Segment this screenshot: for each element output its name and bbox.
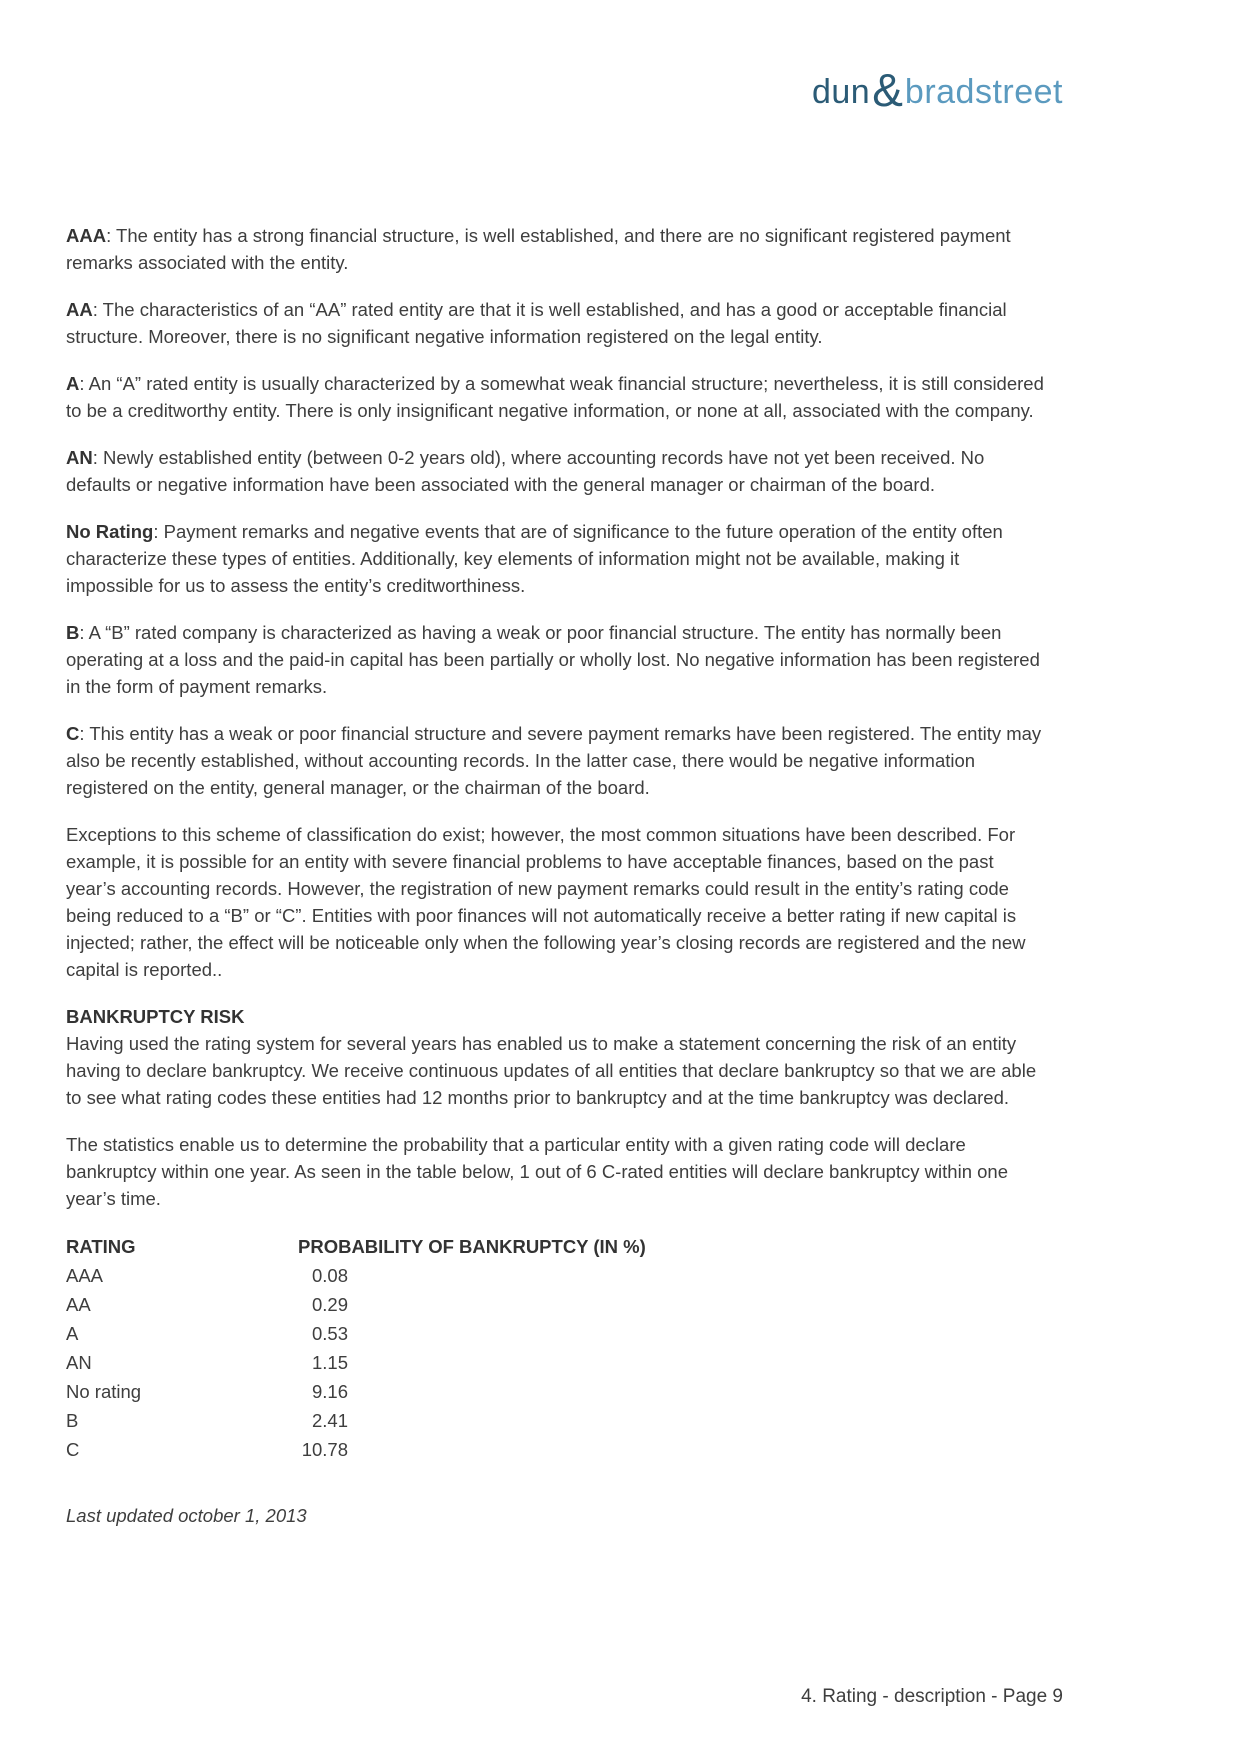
rating-cell: AN bbox=[66, 1352, 92, 1373]
rating-term-a: A bbox=[66, 373, 80, 394]
rating-definition-aa bbox=[66, 296, 1044, 350]
rating-term-an: AN bbox=[66, 447, 93, 468]
rating-term-c: C bbox=[66, 723, 80, 744]
logo-text-bradstreet: bradstreet bbox=[904, 73, 1063, 111]
bankruptcy-paragraph-2: The statistics enable us to determine the probability that a particular entity with a given rating code will declare bankruptcy within one year. As seen in the table below, 1 out of 6 C-rated entities will declare bankruptcy within one year’s time. bbox=[66, 1134, 1008, 1209]
bankruptcy-probability-table bbox=[66, 1232, 646, 1464]
rating-cell: AAA bbox=[66, 1265, 104, 1286]
probability-cell bbox=[298, 1319, 646, 1348]
dun-bradstreet-logo bbox=[811, 64, 1063, 116]
table-header-probability: PROBABILITY OF BANKRUPTCY (IN %) bbox=[298, 1236, 646, 1257]
rating-cell: B bbox=[66, 1410, 79, 1431]
rating-cell: AA bbox=[66, 1294, 91, 1315]
probability-value: 1.15 bbox=[311, 1352, 348, 1373]
probability-cell bbox=[298, 1290, 646, 1319]
probability-cell bbox=[298, 1261, 646, 1290]
table-row bbox=[66, 1406, 646, 1435]
probability-cell bbox=[298, 1348, 646, 1377]
rating-text-aaa: : The entity has a strong financial structure, is well established, and there are no significant registered payment remarks associated with the entity. bbox=[66, 225, 1011, 273]
table-row bbox=[66, 1261, 646, 1290]
logo-text-dun: dun bbox=[811, 73, 871, 111]
probability-cell bbox=[298, 1435, 646, 1464]
table-row bbox=[66, 1377, 646, 1406]
table-row bbox=[66, 1290, 646, 1319]
table-row bbox=[66, 1435, 646, 1464]
rating-term-no-rating: No Rating bbox=[66, 521, 154, 542]
probability-value: 2.41 bbox=[311, 1410, 348, 1431]
probability-value: 10.78 bbox=[301, 1439, 348, 1460]
probability-cell bbox=[298, 1406, 646, 1435]
footer-text: 4. Rating - description - Page 9 bbox=[801, 1686, 1063, 1707]
probability-value: 0.29 bbox=[311, 1294, 348, 1315]
rating-text-c: : This entity has a weak or poor financial structure and severe payment remarks have been registered. The entity may also be recently established, without accounting records. In the latter case, there would be negative information registered on the entity, general manager, or the chairman of the board. bbox=[66, 723, 1042, 798]
exceptions-text: Exceptions to this scheme of classification do exist; however, the most common situations have been described. For example, it is possible for an entity with severe financial problems to have acceptable finances, based on the past year’s accounting records. However, the registration of new payment remarks could result in the entity’s rating code being reduced to a “B” or “C”. Entities with poor finances will not automatically receive a better rating if new capital is injected; rather, the effect will be noticeable only when the following year’s closing records are registered and the new capital is reported.. bbox=[66, 824, 1026, 980]
table-row bbox=[66, 1319, 646, 1348]
logo-ampersand: & bbox=[872, 64, 903, 116]
rating-cell: C bbox=[66, 1439, 80, 1460]
probability-value: 0.53 bbox=[311, 1323, 348, 1344]
rating-text-no-rating: : Payment remarks and negative events that are of significance to the future operation of the entity often characterize these types of entities. Additionally, key elements of information might not be available, making it impossible for us to assess the entity’s creditworthiness. bbox=[66, 521, 1003, 596]
rating-text-aa: : The characteristics of an “AA” rated entity are that it is well established, and has a good or acceptable financial structure. Moreover, there is no significant negative information registered on the legal entity. bbox=[66, 299, 1007, 347]
rating-definition-an bbox=[66, 444, 1044, 498]
rating-cell: No rating bbox=[66, 1381, 142, 1402]
rating-text-an: : Newly established entity (between 0-2 years old), where accounting records have not yet been received. No defaults or negative information have been associated with the general manager or chairman of the board. bbox=[66, 447, 985, 495]
rating-term-aaa: AAA bbox=[66, 225, 107, 246]
table-header-row bbox=[66, 1232, 646, 1261]
rating-term-b: B bbox=[66, 622, 80, 643]
exceptions-paragraph bbox=[66, 821, 1044, 983]
probability-value: 0.08 bbox=[311, 1265, 348, 1286]
rating-definition-a bbox=[66, 370, 1044, 424]
rating-text-a: : An “A” rated entity is usually characterized by a somewhat weak financial structure; nevertheless, it is still considered to be a creditworthy entity. There is only insignificant negative information, or none at all, associated with the company. bbox=[66, 373, 1044, 421]
table-row bbox=[66, 1348, 646, 1377]
bankruptcy-paragraph-1: Having used the rating system for several years has enabled us to make a statement concerning the risk of an entity having to declare bankruptcy. We receive continuous updates of all entities that declare bankruptcy so that we are able to see what rating codes these entities had 12 months prior to bankruptcy and at the time bankruptcy was declared. bbox=[66, 1033, 1037, 1108]
rating-text-b: : A “B” rated company is characterized as having a weak or poor financial structure. The entity has normally been operating at a loss and the paid-in capital has been partially or wholly lost. No negative information has been registered in the form of payment remarks. bbox=[66, 622, 1040, 697]
probability-value: 9.16 bbox=[311, 1381, 348, 1402]
table-header-rating: RATING bbox=[66, 1236, 136, 1257]
bankruptcy-risk-heading: BANKRUPTCY RISK bbox=[66, 1006, 245, 1027]
document-body bbox=[66, 222, 1044, 1529]
rating-cell: A bbox=[66, 1323, 79, 1344]
rating-term-aa: AA bbox=[66, 299, 93, 320]
probability-cell bbox=[298, 1377, 646, 1406]
rating-definition-no-rating bbox=[66, 518, 1044, 599]
last-updated-note: Last updated october 1, 2013 bbox=[66, 1505, 307, 1526]
rating-definition-c bbox=[66, 720, 1044, 801]
rating-definition-aaa bbox=[66, 222, 1044, 276]
page-footer bbox=[801, 1686, 1063, 1708]
rating-definition-b bbox=[66, 619, 1044, 700]
